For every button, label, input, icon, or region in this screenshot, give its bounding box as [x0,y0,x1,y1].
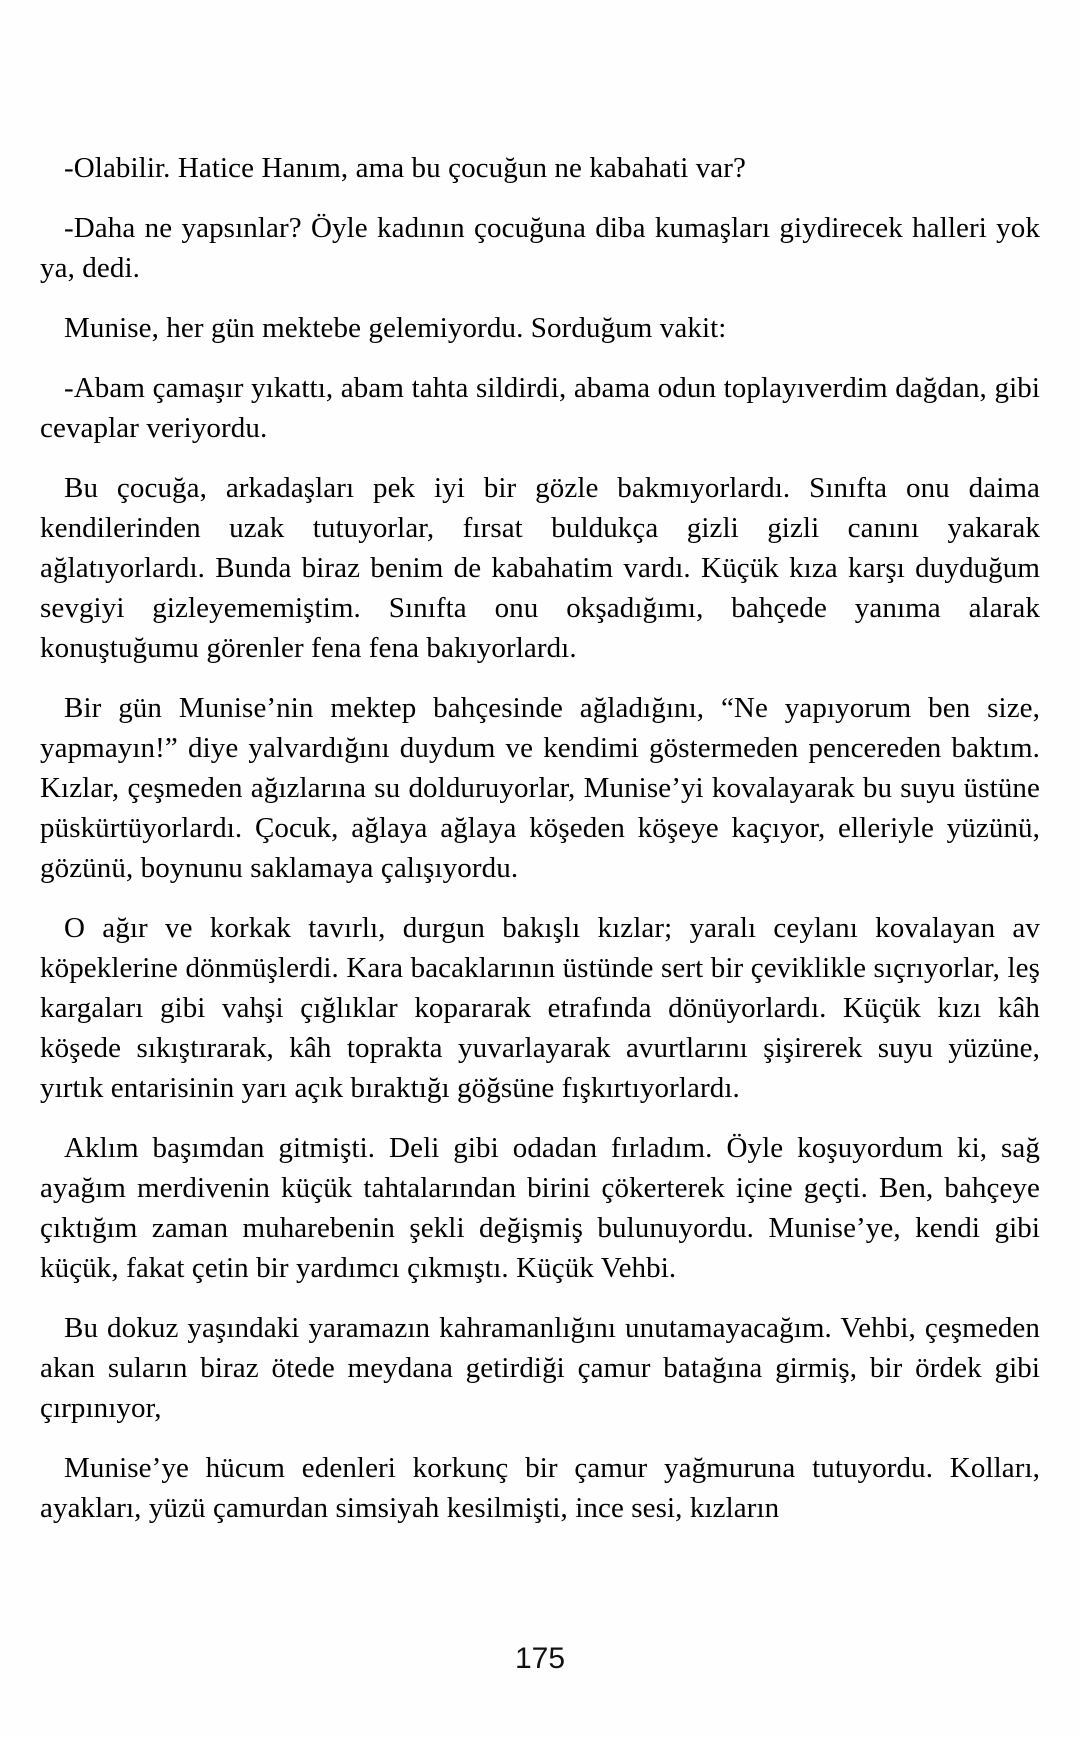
paragraph: Bu çocuğa, arkadaşları pek iyi bir gözle bakmıyorlardı. Sınıfta onu daima kendilerinden uzak tutuyorlar, fırsat buldukça gizli gizli canını yakarak ağlatıyorlardı. Bunda biraz benim de kabahatim vardı. Küçük kıza karşı duyduğum sevgiyi gizleyememiştim. Sınıfta onu okşadığımı, bahçede yanıma alarak konuştuğumu görenler fena fena bakıyorlardı. [40,472,1040,664]
page-number: 175 [514,1642,566,1675]
paragraph: Munise’ye hücum edenleri korkunç bir çamur yağmuruna tutuyordu. Kolları, ayakları, yüzü çamurdan simsiyah kesilmişti, ince sesi, kızların [40,1452,1040,1524]
paragraph: Aklım başımdan gitmişti. Deli gibi odadan fırladım. Öyle koşuyordum ki, sağ ayağım merdivenin küçük tahtalarından birini çökerterek içine geçti. Ben, bahçeye çıktığım zaman muharebenin şekli değişmiş bulunuyordu. Munise’ye, kendi gibi küçük, fakat çetin bir yardımcı çıkmıştı. Küçük Vehbi. [40,1132,1040,1284]
paragraph: Bir gün Munise’nin mektep bahçesinde ağladığını, “Ne yapıyorum ben size, yapmayın!” diye yalvardığını duydum ve kendimi göstermeden pencereden baktım. Kızlar, çeşmeden ağızlarına su dolduruyorlar, Munise’yi kovalayarak bu suyu üstüne püskürtüyorlardı. Çocuk, ağlaya ağlaya köşeden köşeye kaçıyor, elleriyle yüzünü, gözünü, boynunu saklamaya çalışıyordu. [40,692,1040,884]
paragraph: Munise, her gün mektebe gelemiyordu. Sorduğum vakit: [64,312,727,344]
paragraph: O ağır ve korkak tavırlı, durgun bakışlı kızlar; yaralı ceylanı kovalayan av köpeklerine dönmüşlerdi. Kara bacaklarının üstünde sert bir çeviklikle sıçrıyorlar, leş kargaları gibi vahşi çığlıklar kopararak etrafında dönüyorlardı. Küçük kızı kâh köşede sıkıştırarak, kâh toprakta yuvarlayarak avurtlarını şişirerek suyu yüzüne, yırtık entarisinin yarı açık bıraktığı göğsüne fışkırtıyorlardı. [40,912,1040,1104]
paragraph-dialogue: -Daha ne yapsınlar? Öyle kadının çocuğuna diba kumaşları giydirecek halleri yok ya, dedi. [40,212,1040,284]
paragraph-dialogue: -Olabilir. Hatice Hanım, ama bu çocuğun ne kabahati var? [64,152,747,184]
paragraph: Bu dokuz yaşındaki yaramazın kahramanlığını unutamayacağım. Vehbi, çeşmeden akan suların biraz ötede meydana getirdiği çamur batağına girmiş, bir ördek gibi çırpınıyor, [40,1312,1040,1424]
paragraph-dialogue: -Abam çamaşır yıkattı, abam tahta sildirdi, abama odun toplayıverdim dağdan, gibi cevaplar veriyordu. [40,372,1040,444]
page-text-block [40,148,1040,1548]
